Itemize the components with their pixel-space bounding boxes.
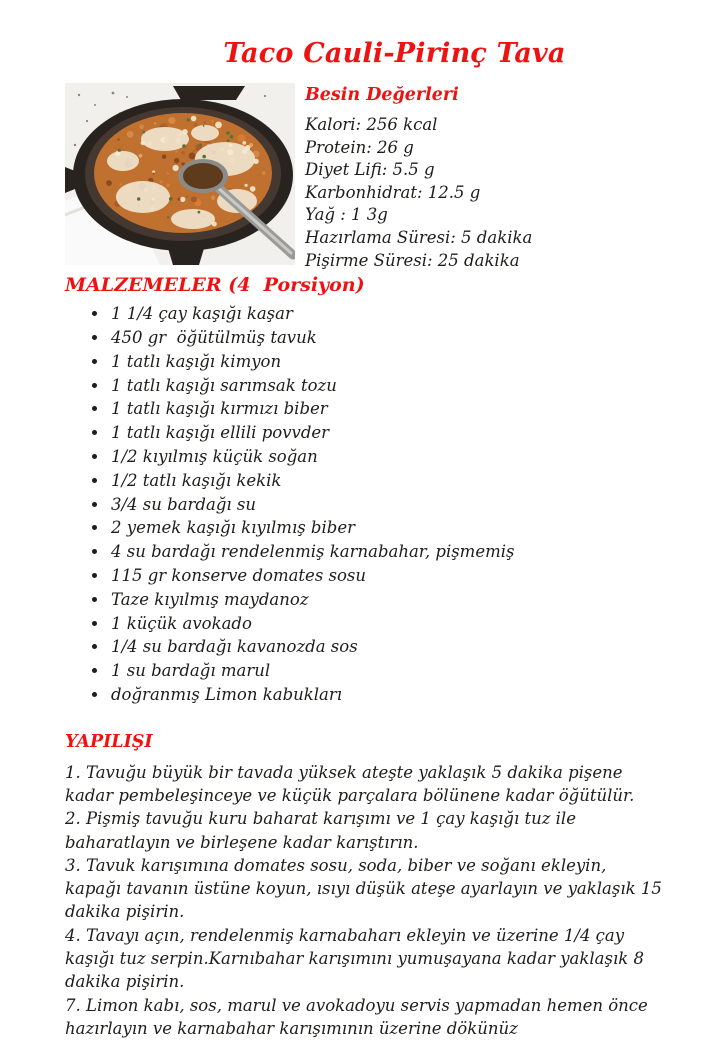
nutrition-fiber: Diyet Lifi: 5.5 g [305, 160, 435, 180]
ingredient-item: • 1 tatlı kaşığı ellili povvder [109, 421, 662, 445]
ingredient-item: • Taze kıyılmış maydanoz [109, 588, 662, 612]
ingredient-item: • 1 tatlı kaşığı kimyon [109, 350, 662, 374]
ingredient-item: • doğranmış Limon kabukları [109, 683, 662, 707]
nutrition-carbs: Karbonhidrat: 12.5 g [305, 182, 481, 202]
ingredient-item: • 1 1/4 çay kaşığı kaşar [109, 302, 662, 326]
instruction-step: 3. Tavuk karışımına domates sosu, soda, biber ve soğanı ekleyin, kapağı tavanın üstüne koyun, ısıyı düşük ateşe ayarlayın ve yaklaşık 15 dakika pişirin. [65, 855, 668, 922]
ingredient-item: • 1 su bardağı marul [109, 659, 662, 683]
instructions-list [65, 761, 668, 1040]
nutrition-heading: Besin Değerleri [305, 85, 459, 105]
instruction-step: 4. Tavayı açın, rendelenmiş karnabaharı ekleyin ve üzerine 1/4 çay kaşığı tuz serpin.Karnıbahar karışımını yumuşayana kadar yaklaşık 8 dakika pişirin. [65, 925, 650, 992]
nutrition-cook-time: Pişirme Süresi: 25 dakika [305, 250, 520, 270]
ingredient-item: • 4 su bardağı rendelenmiş karnabahar, pişmemiş [109, 540, 662, 564]
page-title: Taco Cauli-Pirinç Tava [223, 38, 566, 69]
ingredient-item: • 1 tatlı kaşığı sarımsak tozu [109, 374, 662, 398]
instruction-step: 7. Limon kabı, sos, marul ve avokadoyu servis yapmadan hemen önce hazırlayın ve karnabahar karışımının üzerine dökünüz [65, 995, 654, 1038]
ingredients-list [65, 302, 662, 707]
nutrition-protein: Protein: 26 g [305, 137, 414, 157]
recipe-photo [65, 83, 295, 265]
instruction-step: 1. Tavuğu büyük bir tavada yüksek ateşte yaklaşık 5 dakika pişene kadar pembeleşinceye ve küçük parçalara bölünene kadar öğütülür. [65, 762, 635, 805]
ingredient-item: • 115 gr konserve domates sosu [109, 564, 662, 588]
pan-bottom-handle [167, 245, 205, 265]
ingredient-item: • 3/4 su bardağı su [109, 493, 662, 517]
ingredient-item: • 450 gr öğütülmüş tavuk [109, 326, 662, 350]
ingredient-item: • 1/2 kıyılmış küçük soğan [109, 445, 662, 469]
nutrition-fat: Yağ : 1 3g [305, 205, 388, 225]
nutrition-section [305, 83, 532, 272]
nutrition-calories: Kalori: 256 kcal [305, 115, 438, 134]
ingredient-item: • 2 yemek kaşığı kıyılmış biber [109, 516, 662, 540]
instructions-heading: YAPILIŞI [65, 731, 153, 752]
ingredient-item: • 1 küçük avokado [109, 612, 662, 636]
ingredient-item: • 1 tatlı kaşığı kırmızı biber [109, 397, 662, 421]
top-section [65, 83, 662, 272]
skillet-photo-illustration [65, 83, 295, 265]
ingredient-item: • 1/4 su bardağı kavanozda sos [109, 635, 662, 659]
pan-top-handle [173, 86, 245, 100]
ingredient-item: • 1/2 tatlı kaşığı kekik [109, 469, 662, 493]
ingredients-heading: MALZEMELER (4 Porsiyon) [65, 274, 365, 297]
nutrition-prep-time: Hazırlama Süresi: 5 dakika [305, 227, 533, 247]
instruction-step: 2. Pişmiş tavuğu kuru baharat karışımı ve 1 çay kaşığı tuz ile baharatlayın ve birleşene kadar karıştırın. [65, 809, 582, 852]
